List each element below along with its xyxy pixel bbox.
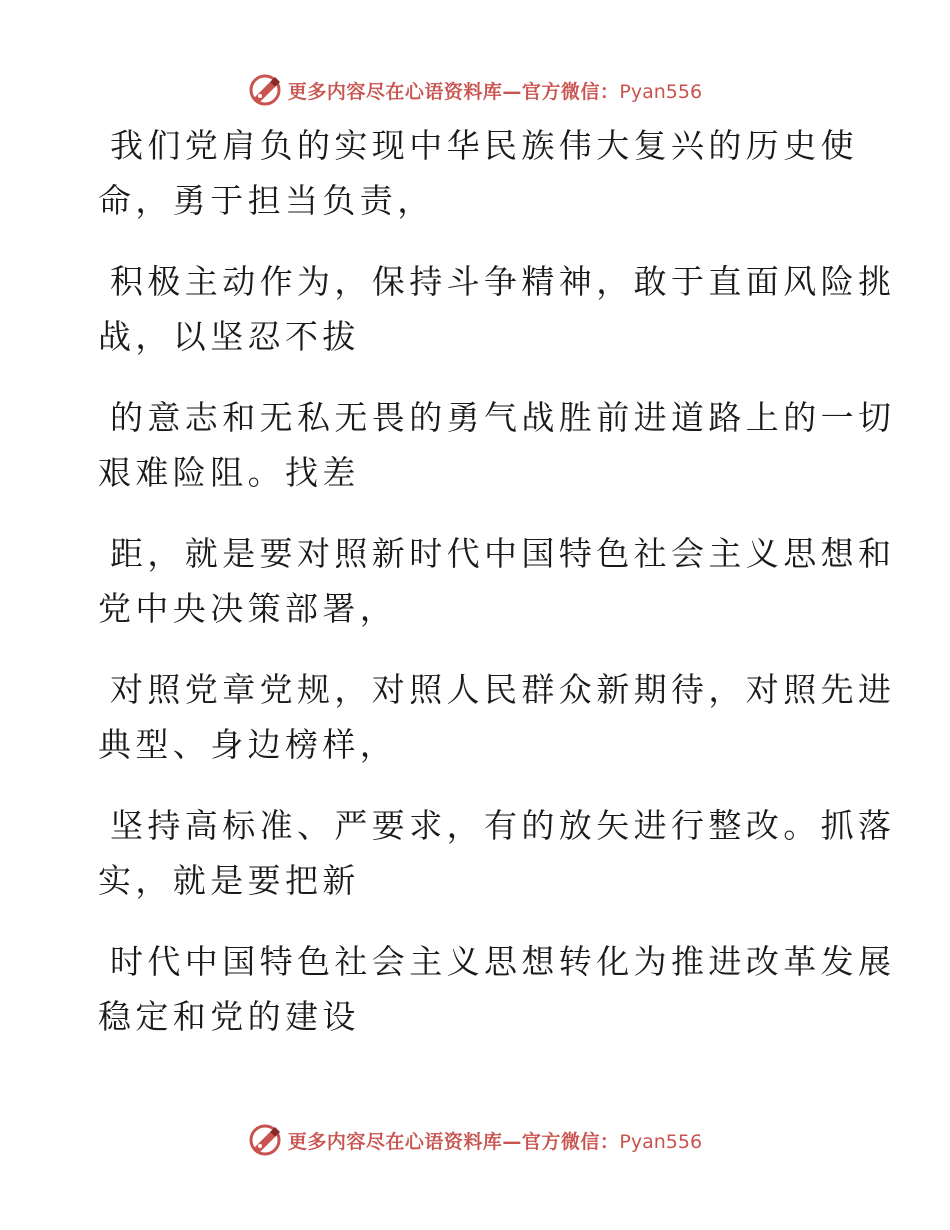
paragraph (98, 390, 896, 500)
text-line: 我们党肩负的实现中华民族伟大复兴的历史使 (110, 126, 858, 165)
text-line: 距，就是要对照新时代中国特色社会主义思想和 (110, 534, 896, 573)
text-line: 稳定和党的建设 (98, 997, 360, 1036)
paragraph (98, 526, 896, 636)
text-line: 积极主动作为，保持斗争精神，敢于直面风险挑 (110, 262, 896, 301)
text-line: 命，勇于担当负责， (98, 181, 435, 220)
text-line: 坚持高标准、严要求，有的放矢进行整改。抓落 (110, 806, 896, 845)
paragraph (98, 934, 896, 1044)
paragraph (98, 798, 896, 908)
paragraph (98, 118, 858, 228)
pen-logo-icon (248, 73, 282, 107)
paragraph (98, 254, 896, 364)
watermark-group (248, 1123, 702, 1157)
document-body (98, 118, 896, 1070)
watermark-text (288, 77, 702, 104)
paragraph (98, 662, 896, 772)
text-line: 的意志和无私无畏的勇气战胜前进道路上的一切 (110, 398, 896, 437)
text-line: 艰难险阻。找差 (98, 453, 360, 492)
watermark-group (248, 73, 702, 107)
watermark-wechat-id: Pyan556 (619, 1130, 703, 1153)
text-line: 对照党章党规，对照人民群众新期待，对照先进 (110, 670, 896, 709)
text-line: 典型、身边榜样， (98, 725, 398, 764)
text-line: 党中央决策部署， (98, 589, 398, 628)
watermark-brand: 更多内容尽在心语资料库—官方微信： (287, 80, 620, 103)
watermark-wechat-id: Pyan556 (619, 80, 703, 103)
watermark-text (288, 1127, 702, 1154)
footer-watermark (0, 1120, 950, 1160)
text-line: 实，就是要把新 (98, 861, 360, 900)
text-line: 时代中国特色社会主义思想转化为推进改革发展 (110, 942, 896, 981)
header-watermark (0, 70, 950, 110)
pen-logo-icon (248, 1123, 282, 1157)
text-line: 战，以坚忍不拔 (98, 317, 360, 356)
watermark-brand: 更多内容尽在心语资料库—官方微信： (287, 1130, 620, 1153)
